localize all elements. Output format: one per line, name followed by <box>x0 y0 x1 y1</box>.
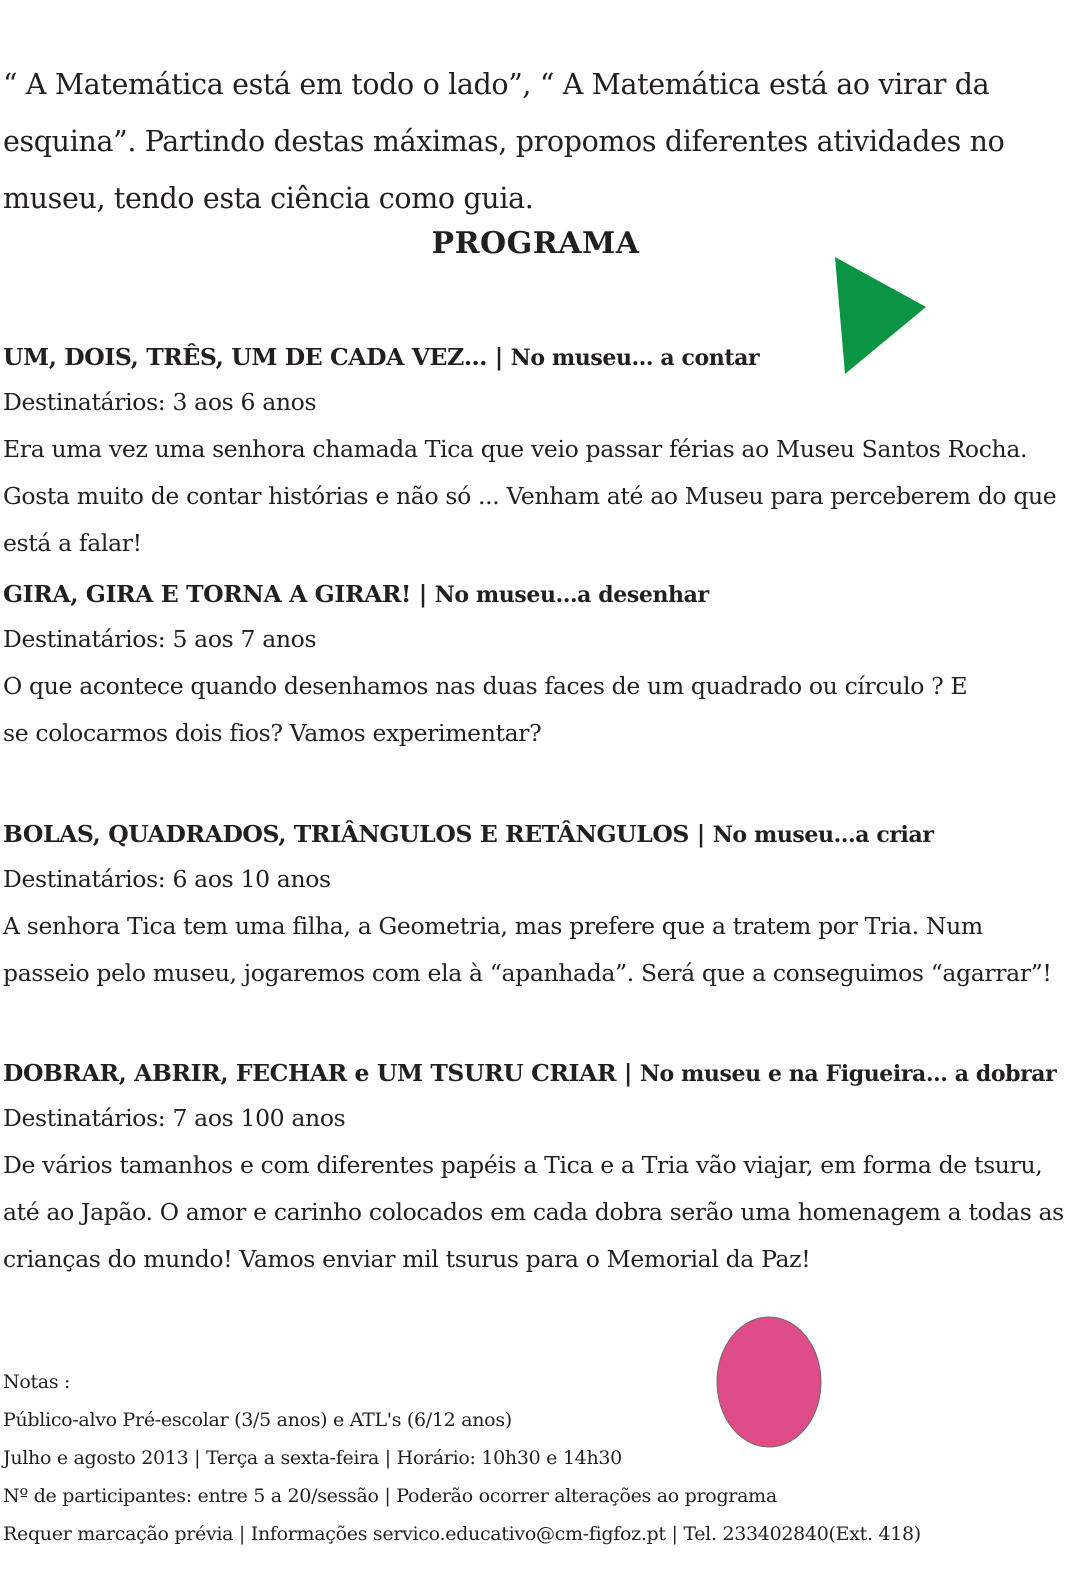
section-1 <box>3 340 1069 567</box>
section-description: A senhora Tica tem uma filha, a Geometria, mas prefere que a tratem por Tria. Num passeio pelo museu, jogaremos com ela à “apanhada”. Será que a conseguimos “agarrar”! <box>3 912 1052 987</box>
notes-line-schedule: Julho e agosto 2013 | Terça a sexta-feira | Horário: 10h30 e 14h30 <box>3 1447 622 1469</box>
section-subtitle: No museu e na Figueira… a dobrar <box>639 1061 1057 1087</box>
section-description: De vários tamanhos e com diferentes papéis a Tica e a Tria vão viajar, em forma de tsuru, até ao Japão. O amor e carinho colocados em cada dobra serão uma homenagem a todas as crianças do mundo! Vamos enviar mil tsurus para o Memorial da Paz! <box>3 1151 1064 1273</box>
section-audience: Destinatários: 3 aos 6 anos <box>3 388 317 416</box>
section-2 <box>3 577 1069 757</box>
section-audience: Destinatários: 7 aos 100 anos <box>3 1104 346 1132</box>
notes-line-participants: Nº de participantes: entre 5 a 20/sessão | Poderão ocorrer alterações ao programa <box>3 1485 777 1507</box>
notes-line-contacts: Requer marcação prévia | Informações servico.educativo@cm-figfoz.pt | Tel. 233402840(Ext. 418) <box>3 1523 921 1545</box>
intro-text: “ A Matemática está em todo o lado”, “ A Matemática está ao virar da esquina”. Partindo destas máximas, propomos diferentes atividades no museu, tendo esta ciência como guia. <box>3 68 1005 215</box>
section-title-main: UM, DOIS, TRÊS, UM DE CADA VEZ… | <box>3 343 511 371</box>
section-subtitle: No museu… a contar <box>510 345 760 371</box>
section-4 <box>3 1056 1069 1283</box>
notes-heading: Notas : <box>3 1371 71 1393</box>
section-title-main: DOBRAR, ABRIR, FECHAR e UM TSURU CRIAR | <box>3 1059 640 1087</box>
section-description: O que acontece quando desenhamos nas duas faces de um quadrado ou círculo ? E se colocarmos dois fios? Vamos experimentar? <box>3 672 968 747</box>
section-title <box>3 340 1069 375</box>
section-subtitle: No museu…a desenhar <box>434 582 709 608</box>
notes-line-audience: Público-alvo Pré-escolar (3/5 anos) e ATL's (6/12 anos) <box>3 1409 512 1431</box>
notes-block <box>3 1363 1069 1553</box>
section-title <box>3 817 1069 852</box>
programa-title: PROGRAMA <box>431 226 640 261</box>
section-title-main: GIRA, GIRA E TORNA A GIRAR! | <box>3 580 435 608</box>
section-audience: Destinatários: 6 aos 10 anos <box>3 865 331 893</box>
section-title <box>3 577 1069 612</box>
section-title <box>3 1056 1069 1091</box>
section-subtitle: No museu…a criar <box>712 822 934 848</box>
section-3 <box>3 817 1069 997</box>
section-title-main: BOLAS, QUADRADOS, TRIÂNGULOS E RETÂNGULOS | <box>3 820 713 848</box>
section-audience: Destinatários: 5 aos 7 anos <box>3 625 317 653</box>
section-description: Era uma vez uma senhora chamada Tica que veio passar férias ao Museu Santos Rocha. Gosta muito de contar histórias e não só ... Venham até ao Museu para perceberem do que está a falar! <box>3 435 1057 557</box>
